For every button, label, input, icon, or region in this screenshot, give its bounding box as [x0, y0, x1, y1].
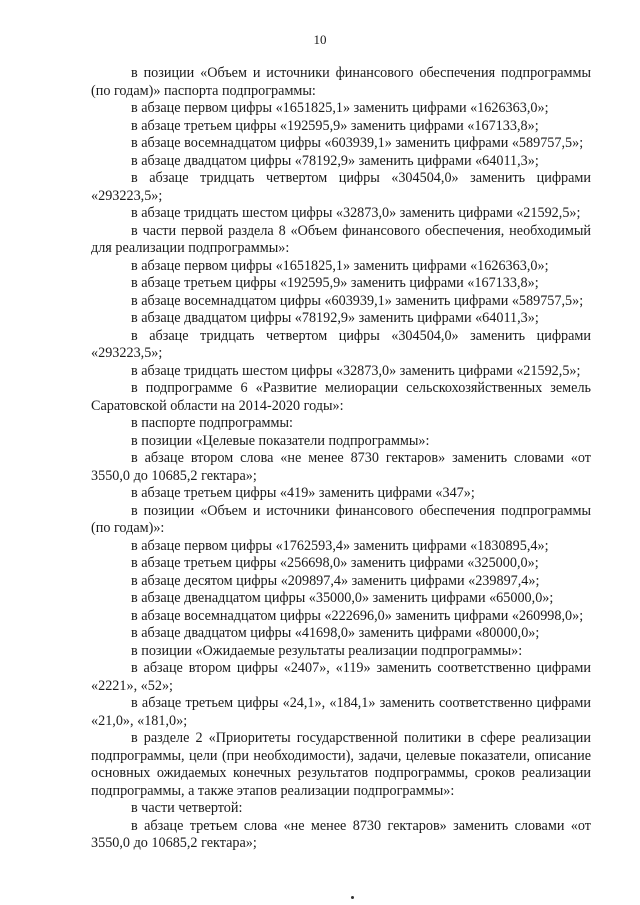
paragraph: в абзаце первом цифры «1762593,4» заменить цифрами «1830895,4»;	[131, 537, 549, 554]
paragraph: в абзаце первом цифры «1651825,1» заменить цифрами «1626363,0»;	[131, 257, 549, 274]
paragraph: в абзаце двенадцатом цифры «35000,0» заменить цифрами «65000,0»;	[131, 590, 554, 606]
paragraph: в подпрограмме 6 «Развитие мелиорации сельскохозяйственных земель Саратовской области на 2014-2020 годы»:	[91, 380, 591, 414]
paragraph: в абзаце тридцать четвертом цифры «304504,0» заменить цифрами «293223,5»;	[91, 327, 591, 361]
page-number: 10	[313, 32, 327, 47]
paragraph: в абзаце двадцатом цифры «78192,9» заменить цифрами «64011,3»;	[131, 152, 539, 169]
paragraph: в абзаце третьем цифры «192595,9» заменить цифрами «167133,8»;	[131, 275, 539, 291]
paragraph: в позиции «Объем и источники финансового обеспечения подпрограммы (по годам)»:	[91, 502, 591, 536]
document-body	[91, 65, 591, 853]
paragraph: в части первой раздела 8 «Объем финансового обеспечения, необходимый для реализации подпрограммы»:	[91, 222, 591, 256]
paragraph: в абзаце тридцать шестом цифры «32873,0» заменить цифрами «21592,5»;	[131, 362, 581, 379]
paragraph: в позиции «Ожидаемые результаты реализации подпрограммы»:	[131, 642, 523, 659]
paragraph: в абзаце третьем цифры «192595,9» заменить цифрами «167133,8»;	[131, 117, 539, 134]
paragraph: в абзаце третьем слова «не менее 8730 гектаров» заменить словами «от 3550,0 до 10685,2 гектара»;	[91, 817, 591, 851]
paragraph: в паспорте подпрограммы:	[131, 415, 293, 431]
paragraph: в позиции «Объем и источники финансового обеспечения подпрограммы (по годам)» паспорта подпрограммы:	[91, 65, 591, 99]
paragraph: в абзаце восемнадцатом цифры «222696,0» заменить цифрами «260998,0»;	[131, 607, 584, 624]
paragraph: в абзаце десятом цифры «209897,4» заменить цифрами «239897,4»;	[131, 572, 540, 589]
paragraph: в абзаце третьем цифры «419» заменить цифрами «347»;	[131, 485, 475, 501]
paragraph: в абзаце тридцать шестом цифры «32873,0» заменить цифрами «21592,5»;	[131, 205, 581, 221]
paragraph: в абзаце втором слова «не менее 8730 гектаров» заменить словами «от 3550,0 до 10685,2 гектара»;	[91, 450, 591, 484]
scan-speck	[351, 896, 354, 899]
paragraph: в позиции «Целевые показатели подпрограммы»:	[131, 432, 430, 449]
paragraph: в абзаце втором цифры «2407», «119» заменить соответственно цифрами «2221», «52»;	[91, 660, 591, 694]
paragraph: в части четвертой:	[131, 800, 243, 816]
paragraph: в абзаце тридцать четвертом цифры «304504,0» заменить цифрами «293223,5»;	[91, 170, 591, 204]
paragraph: в абзаце третьем цифры «256698,0» заменить цифрами «325000,0»;	[131, 555, 539, 571]
paragraph: в абзаце первом цифры «1651825,1» заменить цифрами «1626363,0»;	[131, 100, 549, 116]
paragraph: в абзаце двадцатом цифры «41698,0» заменить цифрами «80000,0»;	[131, 625, 540, 641]
paragraph: в абзаце восемнадцатом цифры «603939,1» заменить цифрами «589757,5»;	[131, 292, 584, 309]
paragraph: в абзаце восемнадцатом цифры «603939,1» заменить цифрами «589757,5»;	[131, 135, 584, 151]
paragraph: в абзаце третьем цифры «24,1», «184,1» заменить соответственно цифрами «21,0», «181,0»;	[91, 695, 591, 729]
paragraph: в разделе 2 «Приоритеты государственной политики в сфере реализации подпрограммы, цели (при необходимости), задачи, целевые показатели, описание основных ожидаемых конечных результатов подпрограммы, сроков реализации подпрограммы, а также этапов реализации подпрограммы»:	[91, 730, 591, 799]
paragraph: в абзаце двадцатом цифры «78192,9» заменить цифрами «64011,3»;	[131, 310, 539, 326]
